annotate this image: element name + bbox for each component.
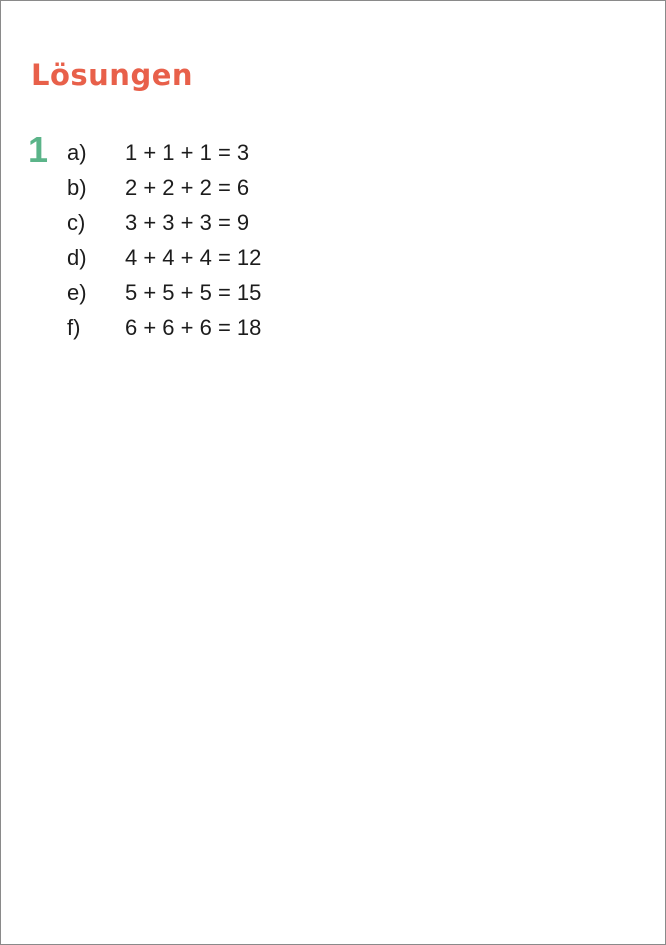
- exercise-letter: b): [67, 174, 87, 200]
- exercise-letter: a): [67, 139, 87, 165]
- page-title: Lösungen: [31, 58, 194, 92]
- exercise-letter: f): [67, 314, 81, 340]
- solution-list: [67, 135, 261, 345]
- solution-row: [67, 240, 261, 275]
- exercise-equation: 4 + 4 + 4 = 12: [125, 244, 262, 270]
- exercise-equation: 6 + 6 + 6 = 18: [125, 314, 262, 340]
- exercise-equation: 3 + 3 + 3 = 9: [125, 209, 250, 235]
- solution-row: [67, 275, 261, 310]
- solution-row: [67, 170, 261, 205]
- task-number: 1: [28, 129, 49, 170]
- solution-row: [67, 205, 261, 240]
- exercise-equation: 2 + 2 + 2 = 6: [125, 174, 250, 200]
- exercise-equation: 1 + 1 + 1 = 3: [125, 139, 250, 165]
- exercise-equation: 5 + 5 + 5 = 15: [125, 279, 262, 305]
- solution-row: [67, 135, 261, 170]
- exercise-letter: e): [67, 279, 87, 305]
- exercise-letter: c): [67, 209, 86, 235]
- exercise-letter: d): [67, 244, 87, 270]
- solution-row: [67, 310, 261, 345]
